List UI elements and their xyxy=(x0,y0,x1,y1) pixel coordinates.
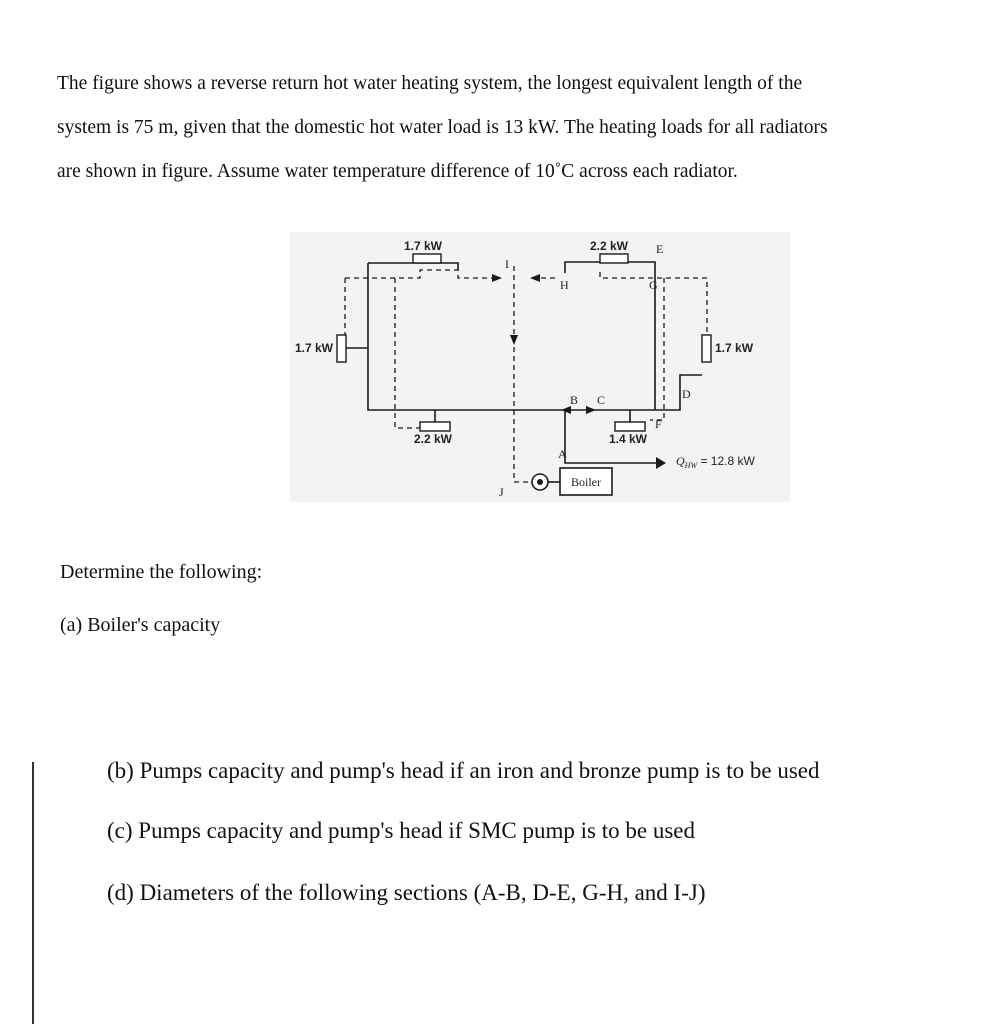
point-d: D xyxy=(682,387,691,401)
point-f: F xyxy=(655,417,662,431)
load-left: 1.7 kW xyxy=(294,341,333,355)
question-d: (d) Diameters of the following sections (A-B, D-E, G-H, and I-J) xyxy=(107,880,706,905)
point-i: I xyxy=(505,257,509,271)
point-g: G xyxy=(649,278,658,292)
qhw-subscript: HW xyxy=(684,461,698,470)
point-j: J xyxy=(499,485,504,499)
load-bottom-right: 1.4 kW xyxy=(608,432,648,446)
point-b: B xyxy=(570,393,579,407)
load-right: 1.7 kW xyxy=(715,341,754,355)
qhw-value: = 12.8 kW xyxy=(697,454,755,468)
point-h: H xyxy=(560,278,569,292)
point-e: E xyxy=(656,242,664,256)
margin-line xyxy=(32,762,34,1024)
load-bottom-left: 2.2 kW xyxy=(413,432,453,446)
point-c: C xyxy=(597,393,606,407)
load-top-left: 1.7 kW xyxy=(403,239,443,253)
question-b: (b) Pumps capacity and pump's head if an iron and bronze pump is to be used xyxy=(107,758,820,783)
radiator-left xyxy=(337,335,346,362)
radiator-top-left xyxy=(413,254,441,263)
point-a: A xyxy=(558,447,567,461)
question-a: (a) Boiler's capacity xyxy=(60,614,221,636)
radiator-bottom-left xyxy=(420,422,450,431)
pump-hub-icon xyxy=(537,479,543,485)
radiator-top-right xyxy=(600,254,628,263)
problem-line-3: are shown in figure. Assume water temperature difference of 10˚C across each radiator. xyxy=(57,161,738,182)
load-top-right: 2.2 kW xyxy=(589,239,629,253)
determine-heading: Determine the following: xyxy=(60,561,263,583)
radiator-right xyxy=(702,335,711,362)
question-c: (c) Pumps capacity and pump's head if SMC pump is to be used xyxy=(107,818,696,843)
problem-line-2: system is 75 m, given that the domestic hot water load is 13 kW. The heating loads for all radiators xyxy=(57,117,828,138)
boiler-label: Boiler xyxy=(571,475,601,489)
qhw-symbol: Q xyxy=(676,454,685,468)
radiator-bottom-right xyxy=(615,422,645,431)
problem-line-1: The figure shows a reverse return hot water heating system, the longest equivalent length of the xyxy=(57,73,803,94)
